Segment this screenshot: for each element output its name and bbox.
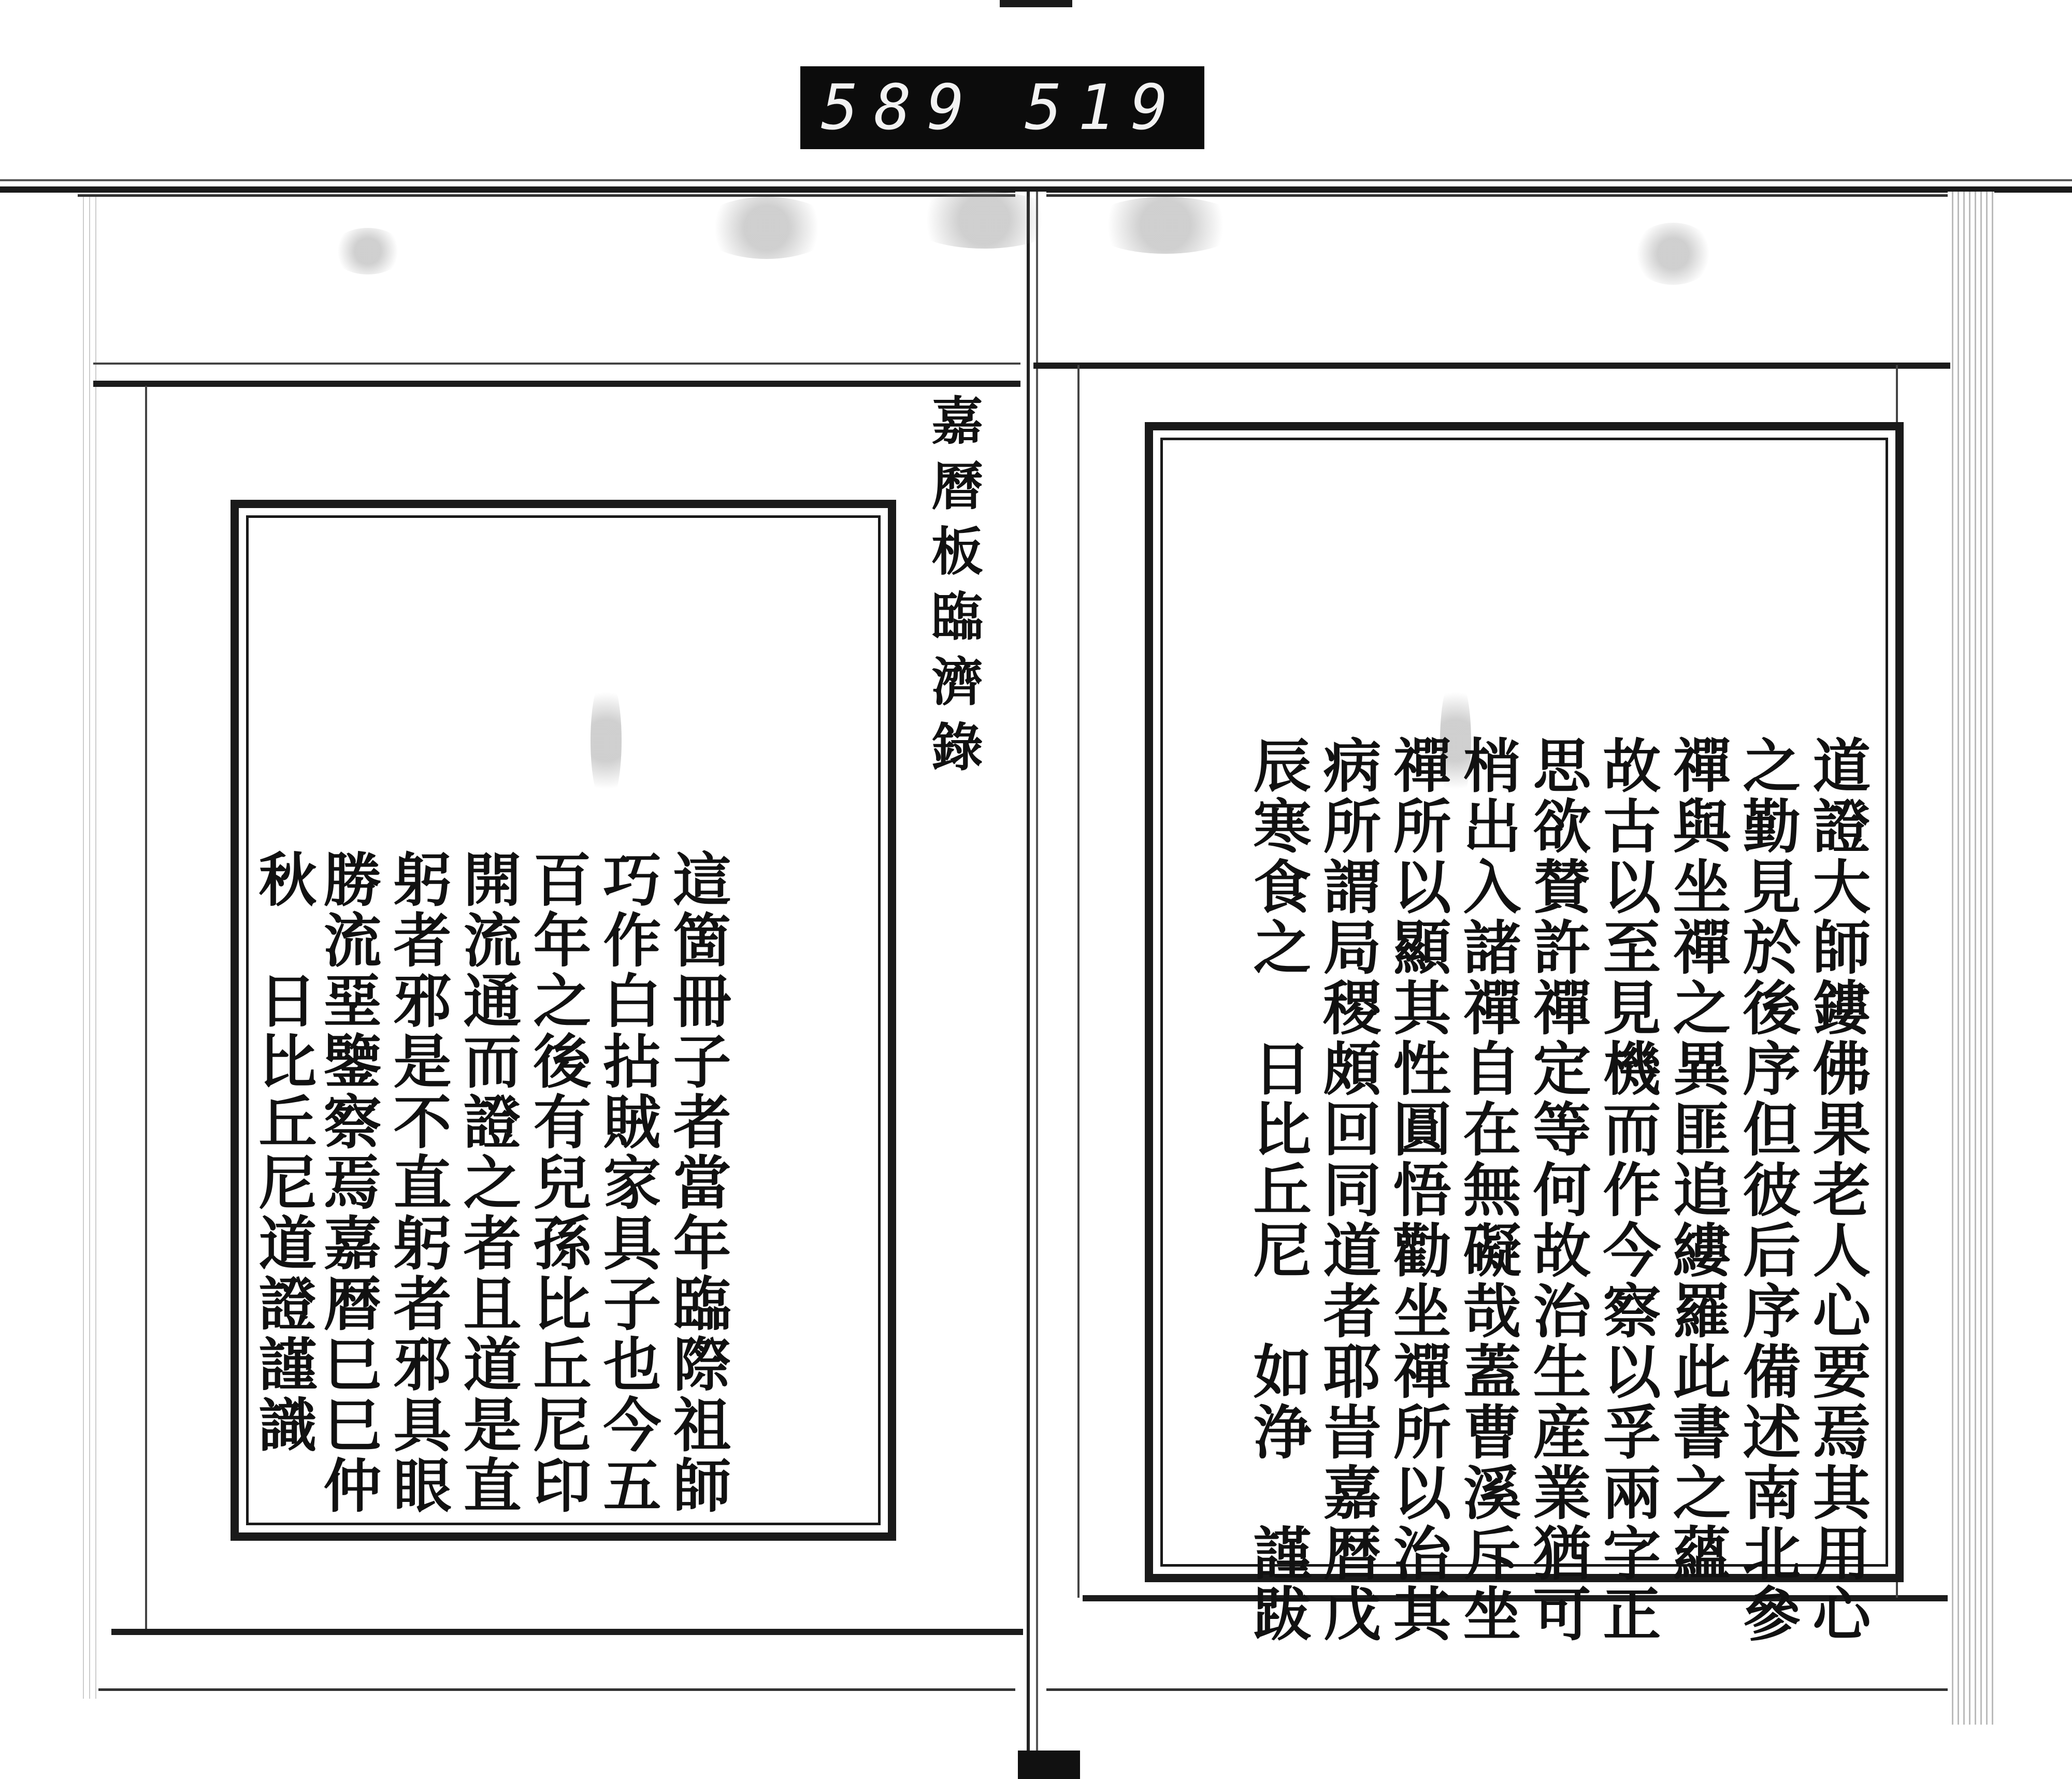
stain-mark: [332, 228, 404, 274]
colophon-line: 這箇冊子者當年臨際祖師: [664, 849, 731, 1516]
book-gutter: [1015, 192, 1046, 1779]
preface-line: 梢出入諸禪自在無礙哉蓋曹溪斥坐: [1454, 735, 1521, 1644]
right-page-top-rule: [1033, 363, 1950, 369]
reel-number-right: 519: [1025, 71, 1184, 144]
preface-line: 禪所以顯其性圓悟勸坐禪所以治其: [1384, 735, 1451, 1644]
preface-line: 思欲賛許禪定等何故治生産業猶可: [1523, 735, 1591, 1644]
colophon-line: 巧作白拈賊家具子也今五: [594, 849, 661, 1516]
preface-line: 道證大師鏤佛果老人心要焉其用心: [1803, 735, 1871, 1644]
preface-line: 禪與坐禪之異匪追縷羅此書之蘊: [1663, 735, 1731, 1584]
left-page-bottom-rule: [111, 1629, 1023, 1635]
film-notch: [1000, 0, 1072, 7]
preface-line: 辰寒食之 日比丘尼 如浄 謹跋: [1244, 735, 1312, 1644]
left-page-edges: [78, 197, 98, 1699]
preface-line: 之勤見於後序但彼后序備述南北參: [1733, 735, 1801, 1644]
colophon-line: 勝流堊鑒察焉嘉暦巳巳仲: [314, 849, 382, 1516]
left-page-margin-line: [145, 386, 147, 1629]
left-page-top-rule: [93, 381, 1020, 387]
preface-line: 病所謂局稷頗回同道者耶旹嘉暦戊: [1314, 735, 1382, 1644]
stain-mark: [699, 197, 834, 259]
reel-number-left: 589: [821, 71, 980, 144]
right-page-inner-line: [1077, 365, 1080, 1598]
preface-line: 故古以至見機而作今察以孚兩字正: [1593, 735, 1661, 1644]
colophon-line: 秋 日比丘尼道證謹識: [249, 849, 317, 1455]
stain-mark: [1088, 197, 1243, 254]
colophon-line: 開流通而證之者且道是直: [454, 849, 522, 1516]
stain-mark: [1632, 223, 1715, 285]
left-page-head-line: [93, 363, 1020, 365]
stain-mark: [906, 192, 1062, 249]
gutter-shadow: [1018, 1751, 1080, 1779]
book-title: 嘉曆板臨濟錄: [923, 394, 984, 785]
colophon-line: 躬者邪是不直躬者邪具眼: [384, 849, 452, 1516]
right-page-edges: [1948, 192, 1994, 1725]
colophon-line: 百年之後有兒孫比丘尼印: [524, 849, 592, 1516]
reel-number-label: [800, 66, 1204, 149]
frame-top-thin-rule: [0, 179, 2072, 181]
